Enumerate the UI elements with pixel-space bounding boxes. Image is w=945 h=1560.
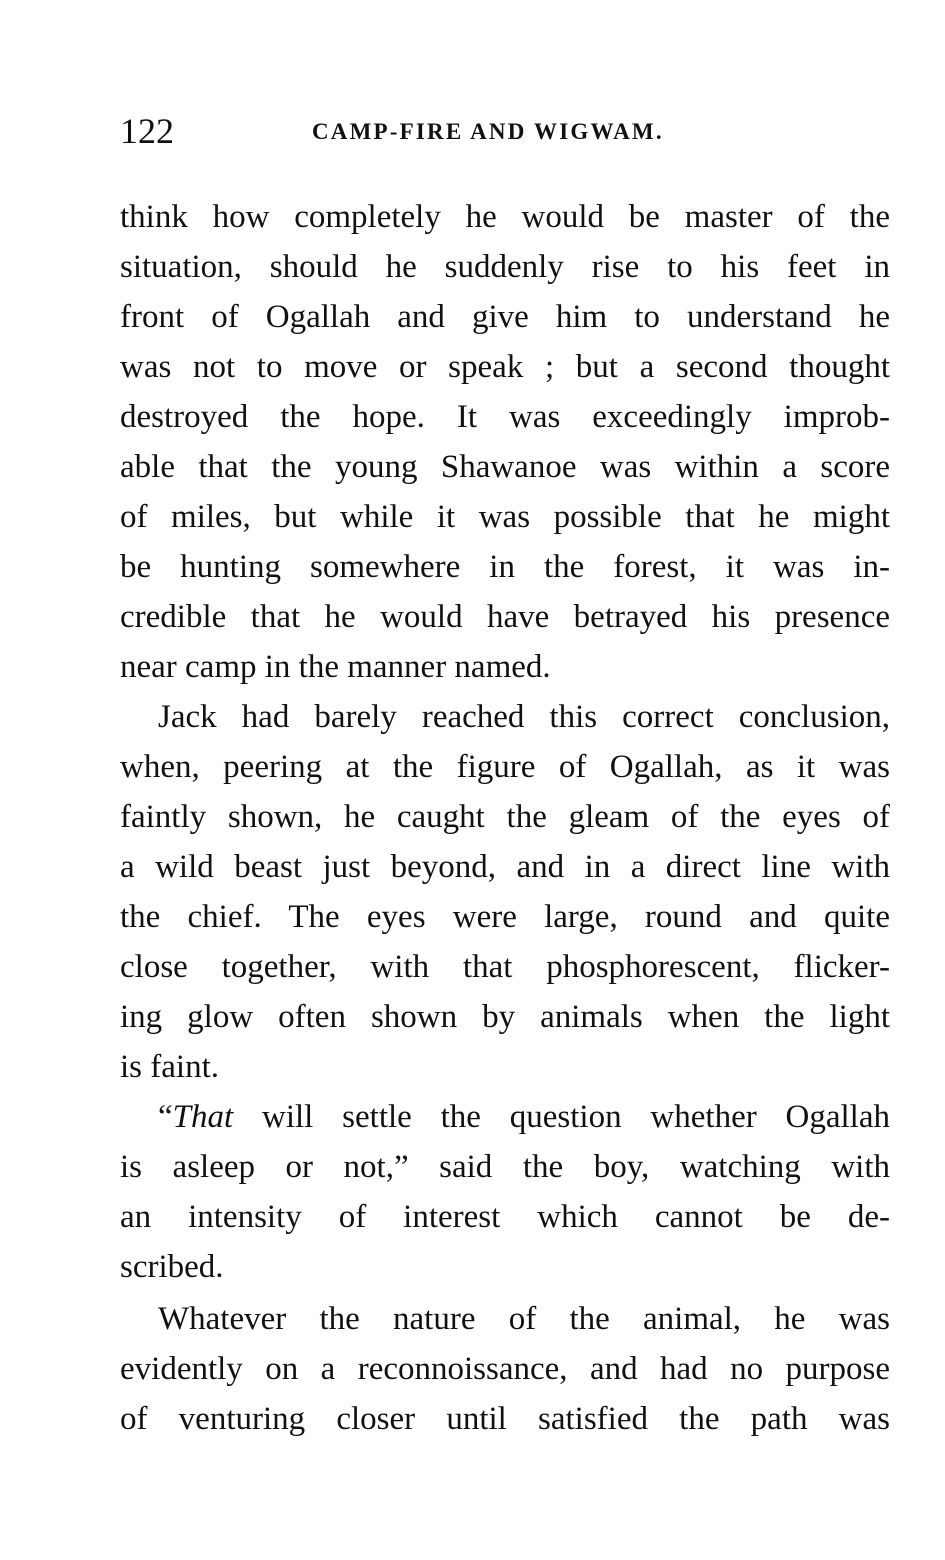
paragraph-3 <box>120 1092 890 1292</box>
body-text <box>120 192 890 1444</box>
text-line: an intensity of interest which cannot be de- <box>120 1199 890 1235</box>
text-line: of miles, but while it was possible that he might <box>120 499 890 535</box>
text-line: credible that he would have betrayed his presence <box>120 599 890 635</box>
text-line: when, peering at the figure of Ogallah, as it was <box>120 749 890 785</box>
running-title: CAMP-FIRE AND WIGWAM. <box>312 119 664 144</box>
page-header <box>120 108 890 154</box>
paragraph-4 <box>120 1294 890 1444</box>
text-line: able that the young Shawanoe was within a score <box>120 449 890 485</box>
text-line-dialogue <box>120 1092 890 1142</box>
italic-word: That <box>172 1099 234 1135</box>
text-line: situation, should he suddenly rise to his feet in <box>120 249 890 285</box>
open-quote: “ <box>158 1099 173 1135</box>
text-line: Jack had barely reached this correct conclusion, <box>158 699 890 735</box>
text-line: faintly shown, he caught the gleam of the eyes of <box>120 799 890 835</box>
text-line: is asleep or not,” said the boy, watching with <box>120 1149 890 1185</box>
text-line: ing glow often shown by animals when the light <box>120 999 890 1035</box>
text-line: of venturing closer until satisfied the path was <box>120 1401 890 1437</box>
text-line: destroyed the hope. It was exceedingly improb- <box>120 399 890 435</box>
text-line: close together, with that phosphorescent, flicker- <box>120 949 890 985</box>
paragraph-1 <box>120 192 890 692</box>
text-line: is faint. <box>120 1049 219 1085</box>
page-number: 122 <box>120 111 174 151</box>
paragraph-2 <box>120 692 890 1092</box>
text-line: think how completely he would be master of the <box>120 199 890 235</box>
text-line: the chief. The eyes were large, round and quite <box>120 899 890 935</box>
text-line: evidently on a reconnoissance, and had no purpose <box>120 1351 890 1387</box>
text-line: be hunting somewhere in the forest, it was in- <box>120 549 890 585</box>
text-line: Whatever the nature of the animal, he was <box>158 1301 890 1337</box>
text-line: near camp in the manner named. <box>120 649 551 685</box>
text-line: front of Ogallah and give him to understand he <box>120 299 890 335</box>
text-fragment: will settle the question whether Ogallah <box>233 1099 890 1135</box>
text-line: was not to move or speak ; but a second thought <box>120 349 890 385</box>
text-line: a wild beast just beyond, and in a direct line with <box>120 849 890 885</box>
text-line: scribed. <box>120 1249 224 1285</box>
